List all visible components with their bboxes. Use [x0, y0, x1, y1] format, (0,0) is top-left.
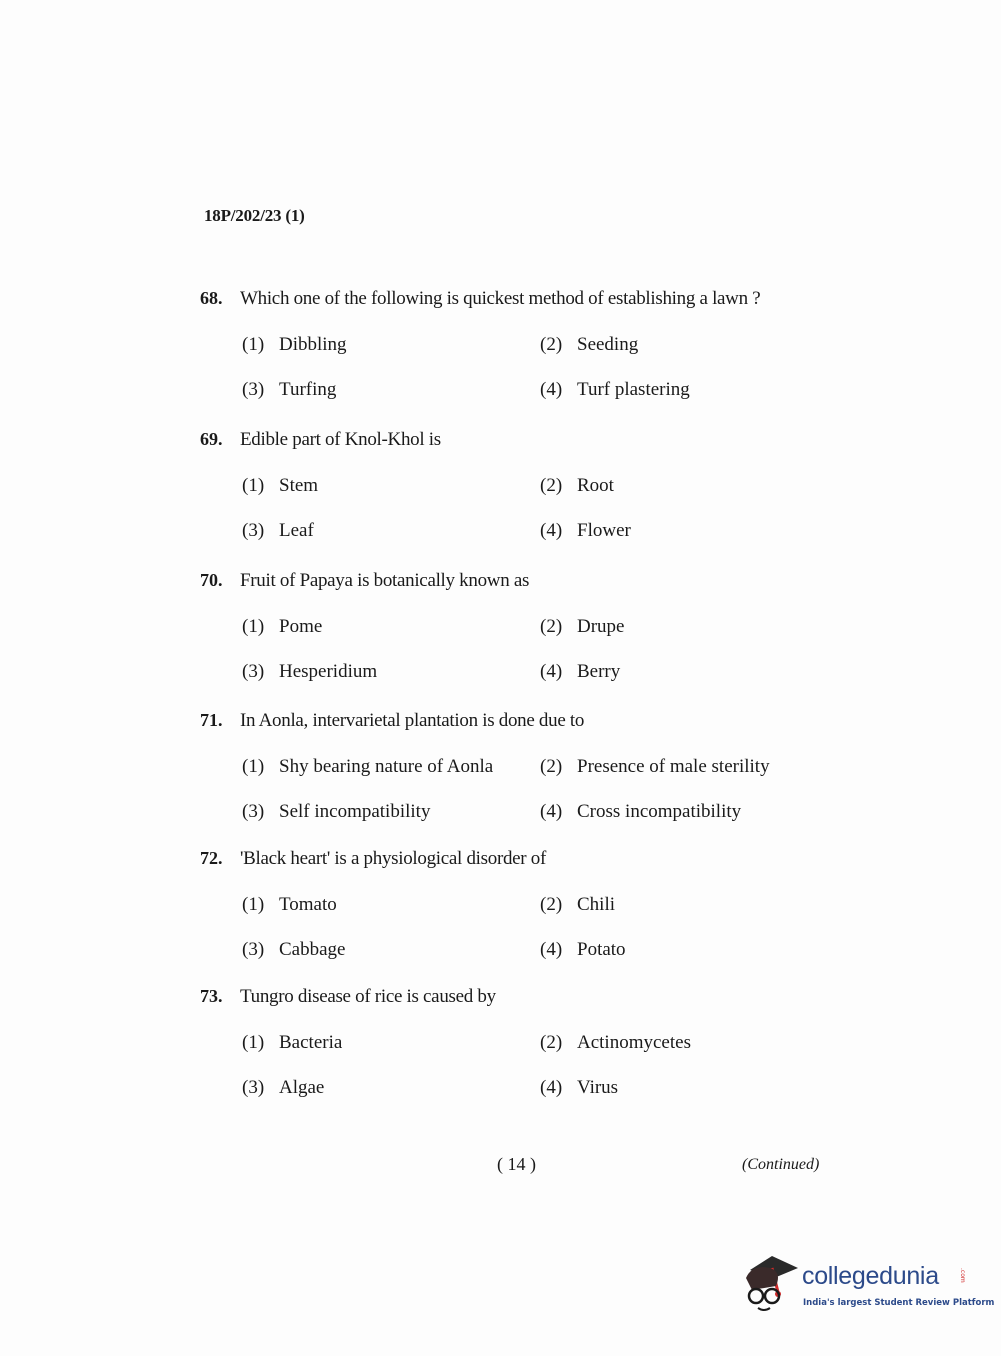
question-text: Tungro disease of rice is caused by — [240, 986, 496, 1007]
option-3: (3) Cabbage — [242, 939, 346, 960]
option-4: (4) Turf plastering — [540, 379, 690, 400]
brand-dotcom: .com — [959, 1268, 966, 1283]
question-text: Edible part of Knol-Khol is — [240, 429, 441, 450]
option-4: (4) Berry — [540, 661, 621, 682]
question-70 — [200, 570, 840, 706]
question-number: 69. — [200, 429, 223, 449]
question-text: Fruit of Papaya is botanically known as — [240, 570, 530, 591]
option-1: (1) Tomato — [242, 894, 337, 915]
option-2: (2) Chili — [540, 894, 616, 915]
question-number: 70. — [200, 570, 223, 590]
question-number: 72. — [200, 848, 223, 868]
option-4: (4) Flower — [540, 520, 631, 541]
option-4: (4) Virus — [540, 1077, 619, 1098]
option-2: (2) Actinomycetes — [540, 1032, 691, 1053]
option-3: (3) Hesperidium — [242, 661, 378, 682]
question-72 — [200, 848, 840, 984]
question-68 — [200, 288, 840, 424]
page-number: ( 14 ) — [497, 1154, 536, 1174]
mascot-icon — [742, 1250, 800, 1314]
option-1: (1) Dibbling — [242, 334, 347, 355]
option-3: (3) Leaf — [242, 520, 314, 541]
question-69 — [200, 429, 840, 565]
paper-code: 18P/202/23 (1) — [204, 206, 305, 225]
option-3: (3) Turfing — [242, 379, 337, 400]
brand-name: collegedunia — [802, 1262, 939, 1290]
option-3: (3) Self incompatibility — [242, 801, 431, 822]
question-text: 'Black heart' is a physiological disorder of — [240, 848, 547, 869]
question-number: 68. — [200, 288, 223, 308]
question-text: In Aonla, intervarietal plantation is done due to — [240, 710, 585, 731]
option-2: (2) Presence of male sterility — [540, 756, 770, 777]
question-73 — [200, 986, 840, 1122]
option-2: (2) Drupe — [540, 616, 625, 637]
option-3: (3) Algae — [242, 1077, 325, 1098]
continued-label: (Continued) — [742, 1156, 820, 1173]
option-1: (1) Pome — [242, 616, 323, 637]
option-1: (1) Shy bearing nature of Aonla — [242, 756, 494, 777]
option-4: (4) Cross incompatibility — [540, 801, 742, 822]
option-2: (2) Root — [540, 475, 614, 496]
option-2: (2) Seeding — [540, 334, 639, 355]
question-number: 71. — [200, 710, 223, 730]
question-text: Which one of the following is quickest method of establishing a lawn ? — [240, 288, 761, 309]
option-1: (1) Bacteria — [242, 1032, 343, 1053]
option-4: (4) Potato — [540, 939, 626, 960]
option-1: (1) Stem — [242, 475, 319, 496]
question-71 — [200, 710, 840, 846]
collegedunia-watermark — [742, 1250, 995, 1320]
brand-tagline: India's largest Student Review Platform — [803, 1298, 995, 1308]
question-number: 73. — [200, 986, 223, 1006]
